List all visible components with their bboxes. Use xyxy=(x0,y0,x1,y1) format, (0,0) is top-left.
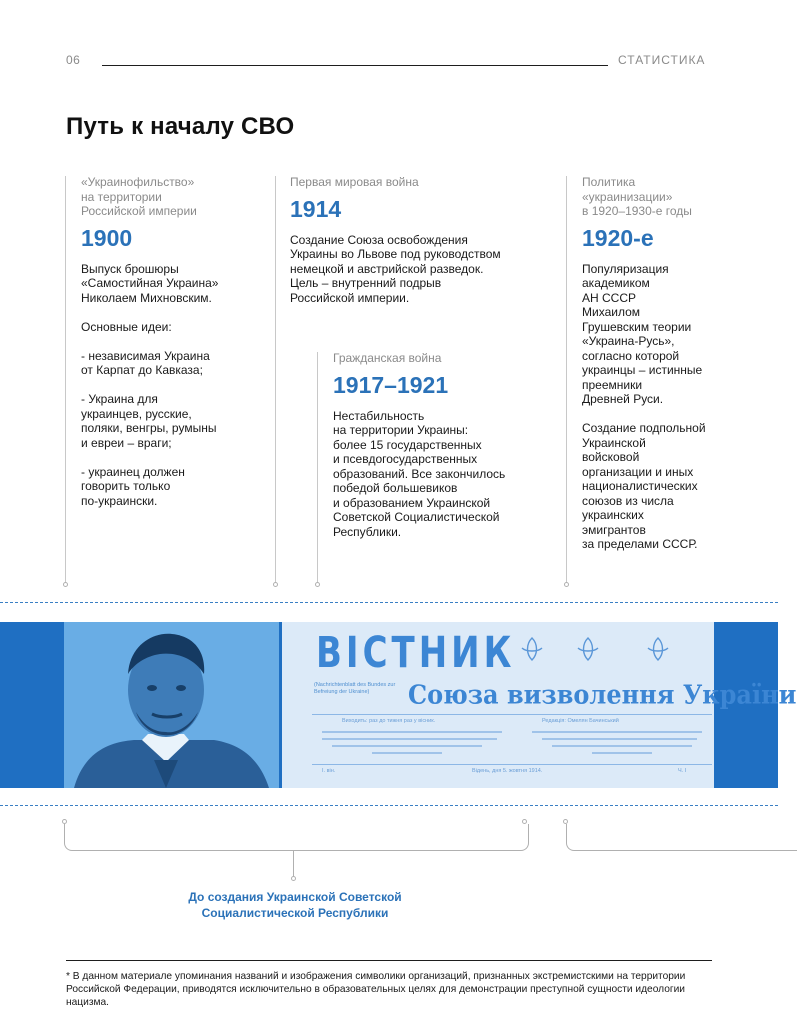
dashed-divider-top xyxy=(0,602,778,603)
timeline-entry-1914 xyxy=(290,175,550,305)
bracket-dot xyxy=(291,876,296,881)
ornament-icons xyxy=(518,632,688,666)
timeline-dot xyxy=(564,582,569,587)
timeline-line xyxy=(317,352,318,582)
dashed-divider-bottom xyxy=(0,805,778,806)
entry-label: Политика «украинизации» в 1920–1930-е годы xyxy=(582,175,692,218)
newspaper-number: Ч. I xyxy=(678,768,687,774)
timeline-line xyxy=(275,176,276,582)
timeline-entry-1917 xyxy=(333,351,553,539)
newspaper-rule xyxy=(312,714,712,715)
timeline-dot xyxy=(63,582,68,587)
bracket-span xyxy=(64,824,529,851)
newspaper-colophon-left: Виходить: раз до тижня раз у вісник. xyxy=(342,718,436,724)
timeline-dot xyxy=(315,582,320,587)
newspaper-scan xyxy=(282,622,797,788)
entry-paragraph: Нестабильность на территории Украины: более 15 государственных и псевдогосударственных образований. Все закончилось победой большевиков и образованием Украинской Советской Социалистической Республики. xyxy=(333,408,506,539)
newspaper-subtitle: Союза визволення України xyxy=(408,678,797,710)
section-title: СТАТИСТИКА xyxy=(618,53,706,67)
entry-paragraph: - Украина для украинцев, русские, поляки, венгры, румыны и евреи – враги; xyxy=(81,392,217,450)
entry-label: Гражданская война xyxy=(333,351,442,365)
entry-body xyxy=(290,233,550,306)
bracket-span-right xyxy=(566,824,797,851)
newspaper-title: ВІСТНИК xyxy=(316,628,516,678)
newspaper-rule xyxy=(312,764,712,765)
newspaper-text-block xyxy=(322,728,702,758)
entry-paragraph: Основные идеи: xyxy=(81,319,172,334)
timeline-entry-1900 xyxy=(81,175,266,508)
newspaper-note: (Nachrichtenblatt des Bundes zur Befreiung der Ukraine) xyxy=(314,682,396,695)
entry-paragraph: Выпуск брошюры «Самостийная Украина» Николаем Михновским. xyxy=(81,261,219,305)
entry-label: «Украинофильство» на территории Российской империи xyxy=(81,175,197,218)
entry-paragraph: Популяризация академиком АН СССР Михаилом Грушевским теории «Украина-Русь», согласно которой украинцы – истинные преемники Древней Руси. xyxy=(582,261,703,406)
newspaper-colophon-right: Редакція: Омелян Бачинський xyxy=(542,718,619,724)
entry-paragraph: - украинец должен говорить только по-украински. xyxy=(81,464,185,508)
portrait-photo xyxy=(64,622,279,788)
bracket-dot xyxy=(522,819,527,824)
bottom-caption: До создания Украинской Советской Социалистической Республики xyxy=(188,890,402,920)
timeline-line xyxy=(566,176,567,582)
timeline-entry-1920s xyxy=(582,175,742,552)
bracket-stem xyxy=(293,850,294,876)
page-number: 06 xyxy=(66,53,81,67)
entry-year: 1920-е xyxy=(582,224,654,251)
entry-paragraph: Создание Союза освобождения Украины во Львове под руководством немецкой и австрийской разведок. Цель – внутренний подрыв Российской империи. xyxy=(290,232,501,305)
entry-year: 1900 xyxy=(81,224,133,251)
footnote: * В данном материале упоминания названий и изображения символики организаций, признанных экстремистскими на территории Российской Федерации, приводятся исключительно в образовательных целях для демонстрации преступной сущности идеологии нацизма. xyxy=(66,971,686,1008)
entry-year: 1914 xyxy=(290,195,342,222)
timeline-dot xyxy=(273,582,278,587)
footnote-divider xyxy=(66,960,712,961)
page-title: Путь к началу СВО xyxy=(66,113,295,140)
portrait-illustration xyxy=(64,622,279,788)
entry-body xyxy=(333,409,553,540)
entry-paragraph: - независимая Украина от Карпат до Кавказа; xyxy=(81,348,210,377)
timeline-line xyxy=(65,176,66,582)
entry-label: Первая мировая война xyxy=(290,175,419,189)
entry-body xyxy=(81,262,266,509)
entry-paragraph: Создание подпольной Украинской войсковой организации и иных националистических союзов из числа украинских эмигрантов за пределами СССР. xyxy=(582,421,706,551)
entry-year: 1917–1921 xyxy=(333,371,449,398)
newspaper-issue: I. він. xyxy=(322,768,336,774)
newspaper-dateline: Відень, дня 5. жовтня 1914. xyxy=(472,768,543,774)
header-divider xyxy=(102,65,608,66)
entry-body xyxy=(582,262,742,552)
